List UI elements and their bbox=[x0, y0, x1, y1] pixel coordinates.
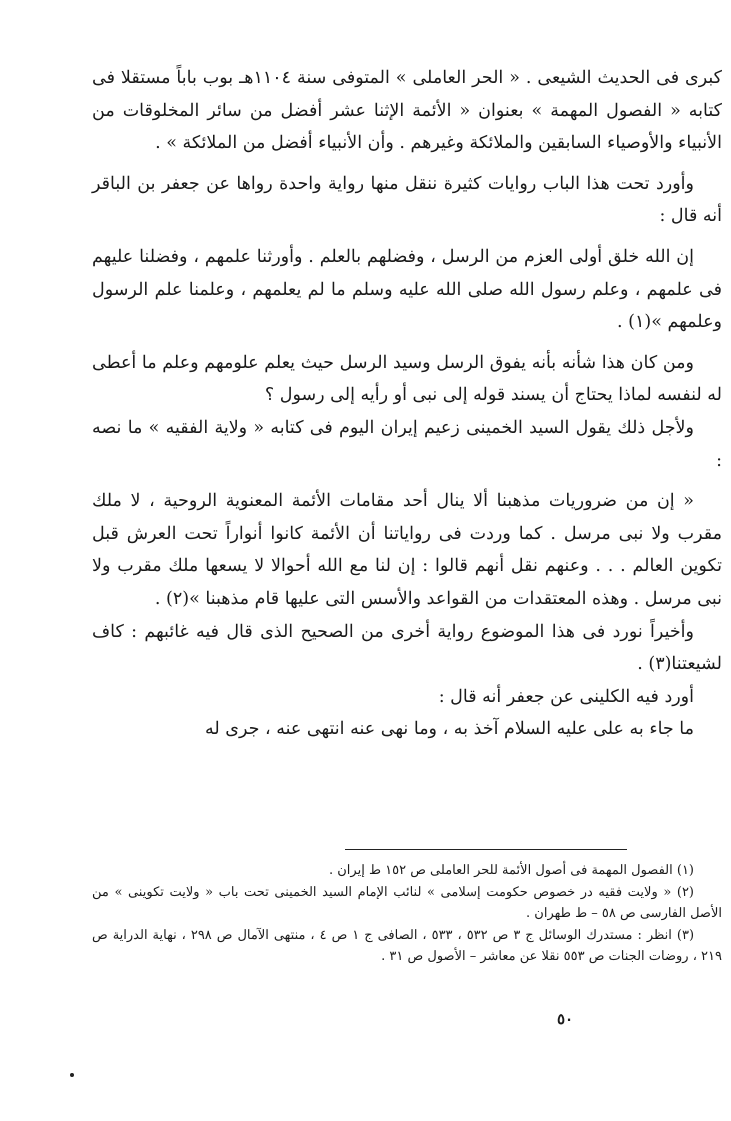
footnotes bbox=[92, 860, 722, 968]
paragraph-5: ولأجل ذلك يقول السيد الخمينى زعيم إيران اليوم فى كتابه « ولاية الفقيه » ما نصه : bbox=[92, 417, 722, 471]
paragraph-2: وأورد تحت هذا الباب روايات كثيرة ننقل منها رواية واحدة رواها عن جعفر بن الباقر أنه قال : bbox=[92, 173, 722, 227]
quote-paragraph-3: ما جاء به على عليه السلام آخذ به ، وما نهى عنه انتهى عنه ، جرى له bbox=[204, 719, 694, 740]
paragraph-8: أورد فيه الكلينى عن جعفر أنه قال : bbox=[438, 686, 694, 707]
paragraph-1: كبرى فى الحديث الشيعى . « الحر العاملى » المتوفى سنة ١١٠٤هـ بوب باباً مستقلا فى كتابه « الفصول المهمة » بعنوان « الأئمة الإثنا عشر أفضل من سائر المخلوقات من الأنبياء والأوصياء السابقين والملائكة وغيرهم . وأن الأنبياء أفضل من الملائكة » . bbox=[92, 68, 722, 154]
footnote-2: (٢) « ولايت فقيه در خصوص حكومت إسلامى » لنائب الإمام السيد الخمينى تحت باب « ولايت تكوينى » من الأصل الفارسى ص ٥٨ – ط طهران . bbox=[92, 884, 722, 921]
main-text bbox=[92, 62, 722, 746]
quote-paragraph-2: « إن من ضروريات مذهبنا ألا ينال أحد مقامات الأئمة المعنوية الروحية ، لا ملك مقرب ولا نبى مرسل . كما وردت فى رواياتنا أن الأئمة كانوا أنواراً تحت العرش قبل تكوين العالم . . . وعنهم نقل أنهم قالوا : إن لنا مع الله أحوالا لا يسعها ملك مقرب ولا نبى مرسل . وهذه المعتقدات من القواعد والأسس التى عليها قام مذهبنا »(٢) . bbox=[92, 491, 722, 609]
page-number: ٥٠ bbox=[556, 1010, 574, 1028]
footnote-divider bbox=[345, 849, 627, 850]
scan-speck bbox=[70, 1073, 74, 1077]
paragraph-4: ومن كان هذا شأنه بأنه يفوق الرسل وسيد الرسل حيث يعلم علومهم وعلم ما أعطى له لنفسه لماذا يحتاج أن يسند قوله إلى نبى أو رأيه إلى رسول ؟ bbox=[92, 352, 722, 406]
paragraph-7: وأخيراً نورد فى هذا الموضوع رواية أخرى من الصحيح الذى قال فيه غائبهم : كاف لشيعتنا(٣) . bbox=[92, 621, 722, 675]
footnote-1: (١) الفصول المهمة فى أصول الأئمة للحر العاملى ص ١٥٢ ط إيران . bbox=[329, 863, 694, 878]
footnote-3: (٣) انظر : مستدرك الوسائل ج ٣ ص ٥٣٢ ، ٥٣٣ ، الصافى ج ١ ص ٤ ، منتهى الآمال ص ٢٩٨ ، نهاية الدراية ص ٢١٩ ، روضات الجنات ص ٥٥٣ نقلا عن معاشر – الأصول ص ٣١ . bbox=[92, 927, 722, 964]
quote-paragraph-1: إن الله خلق أولى العزم من الرسل ، وفضلهم بالعلم . وأورثنا علمهم ، وفضلنا عليهم فى علمهم ، وعلم رسول الله صلى الله عليه وسلم ما لم يعلمهم ، وعلمنا علم الرسول وعلمهم »(١) . bbox=[92, 246, 722, 333]
